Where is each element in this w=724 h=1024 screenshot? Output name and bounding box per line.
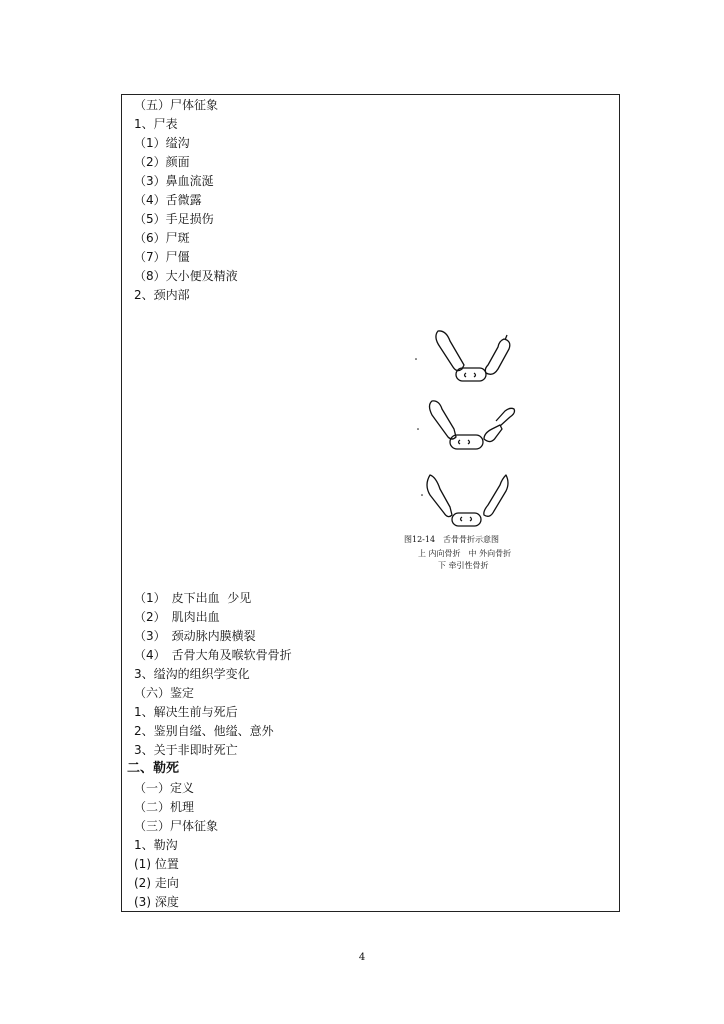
- outline-item: （5）手足损伤: [134, 212, 214, 226]
- outline-item: （2）颜面: [134, 155, 190, 169]
- outline-item: （6）尸斑: [134, 231, 190, 245]
- outline-item: （六）鉴定: [134, 686, 195, 700]
- outline-item: 1、解决生前与死后: [134, 705, 238, 719]
- outline-item: （一）定义: [134, 781, 195, 795]
- figure-caption-line2: 上 内向骨折 中 外向骨折: [418, 549, 512, 558]
- outline-item: （8）大小便及精液: [134, 269, 238, 283]
- outline-item: 3、缢沟的组织学变化: [134, 667, 250, 681]
- figure-caption-line3: 下 牵引性骨折: [438, 561, 489, 570]
- outline-item: （4）舌微露: [134, 193, 202, 207]
- outline-item: （7）尸僵: [134, 250, 190, 264]
- outline-item: 1、勒沟: [134, 838, 178, 852]
- outline-item: 2、鉴别自缢、他缢、意外: [134, 724, 274, 738]
- figure-caption-title: 图12-14 舌骨骨折示意图: [404, 535, 500, 544]
- outline-item: （1）缢沟: [134, 136, 190, 150]
- outline-item: （3） 颈动脉内膜横裂: [134, 629, 256, 643]
- outline-item: （二）机理: [134, 800, 195, 814]
- content-frame: [121, 94, 620, 912]
- outline-item: 2、颈内部: [134, 288, 190, 302]
- outline-item: （2） 肌肉出血: [134, 610, 220, 624]
- section-heading: （五）尸体征象: [134, 98, 219, 112]
- outline-item: (3) 深度: [134, 895, 179, 909]
- hyoid-fracture-figure: [404, 325, 534, 575]
- hyoid-fracture-illustration: [404, 325, 534, 575]
- outline-item: （4） 舌骨大角及喉软骨骨折: [134, 648, 292, 662]
- page-number: 4: [358, 952, 366, 963]
- outline-item: 1、尸表: [134, 117, 178, 131]
- outline-item: (2) 走向: [134, 876, 179, 890]
- heading-strangulation: 二、勒死: [127, 761, 180, 776]
- outline-item: （1） 皮下出血 少见: [134, 591, 252, 605]
- outline-item: （3）鼻血流涎: [134, 174, 214, 188]
- outline-item: 3、关于非即时死亡: [134, 743, 238, 757]
- outline-item: （三）尸体征象: [134, 819, 219, 833]
- outline-item: (1) 位置: [134, 857, 179, 871]
